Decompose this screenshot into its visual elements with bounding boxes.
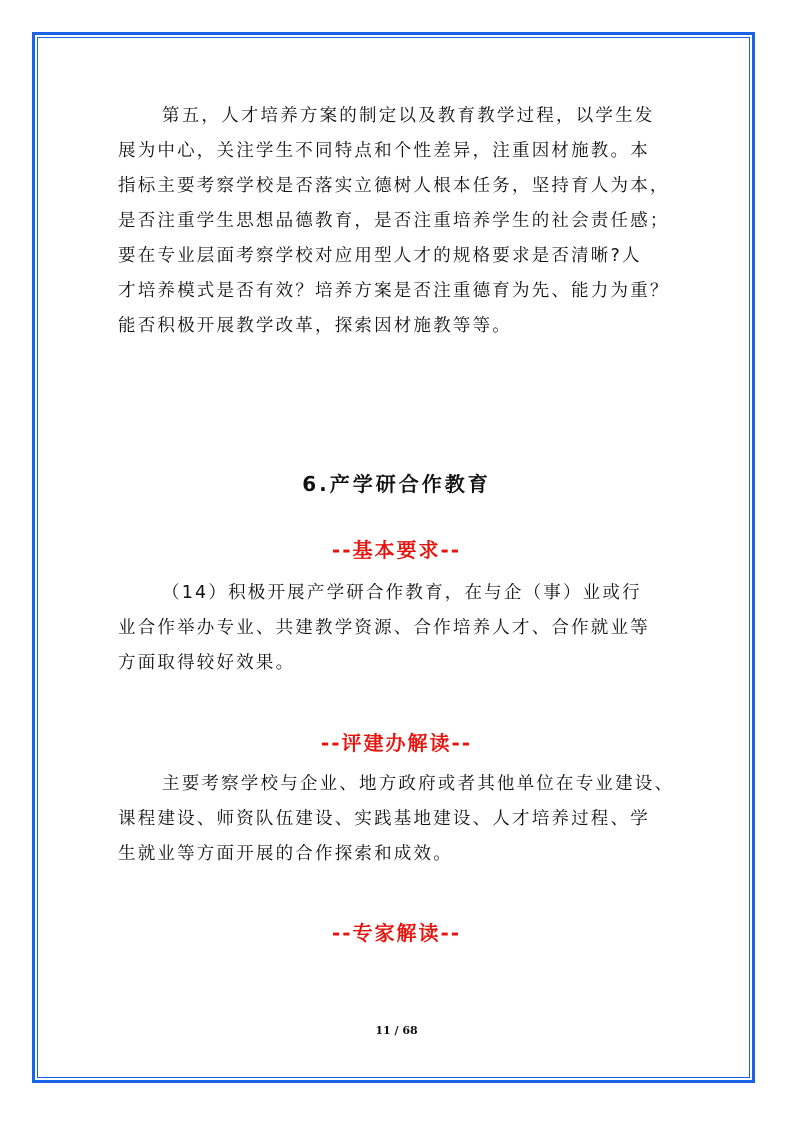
expert-interpretation-heading: --专家解读-- <box>331 921 462 945</box>
section5-paragraph <box>118 99 670 344</box>
basic-requirement-paragraph <box>118 576 650 681</box>
paragraph-line: 才培养模式是否有效？培养方案是否注重德育为先、能力为重？ <box>118 281 670 301</box>
page-number: 11 / 68 <box>375 1024 418 1037</box>
section-title: 6.产学研合作教育 <box>302 472 491 496</box>
paragraph-line: （14）积极开展产学研合作教育，在与企（事）业或行 <box>162 583 642 603</box>
paragraph-line: 课程建设、师资队伍建设、实践基地建设、人才培养过程、学 <box>118 809 650 829</box>
office-interpretation-paragraph <box>118 767 674 872</box>
paragraph-line: 业合作举办专业、共建教学资源、合作培养人才、合作就业等 <box>118 618 650 638</box>
paragraph-line: 主要考察学校与企业、地方政府或者其他单位在专业建设、 <box>162 774 675 794</box>
paragraph-line: 是否注重学生思想品德教育，是否注重培养学生的社会责任感； <box>118 211 670 231</box>
paragraph-line: 能否积极开展教学改革，探索因材施教等等。 <box>118 316 512 336</box>
paragraph-line: 要在专业层面考察学校对应用型人才的规格要求是否清晰?人 <box>118 246 642 266</box>
office-interpretation-heading: --评建办解读-- <box>320 731 473 755</box>
paragraph-line: 方面取得较好效果。 <box>118 653 296 673</box>
paragraph-line: 生就业等方面开展的合作探索和成效。 <box>118 844 453 864</box>
basic-requirement-heading: --基本要求-- <box>331 538 462 562</box>
paragraph-line: 指标主要考察学校是否落实立德树人根本任务，坚持育人为本， <box>118 176 670 196</box>
paragraph-line: 第五，人才培养方案的制定以及教育教学过程，以学生发 <box>162 106 655 126</box>
paragraph-line: 展为中心，关注学生不同特点和个性差异，注重因材施教。本 <box>118 141 650 161</box>
